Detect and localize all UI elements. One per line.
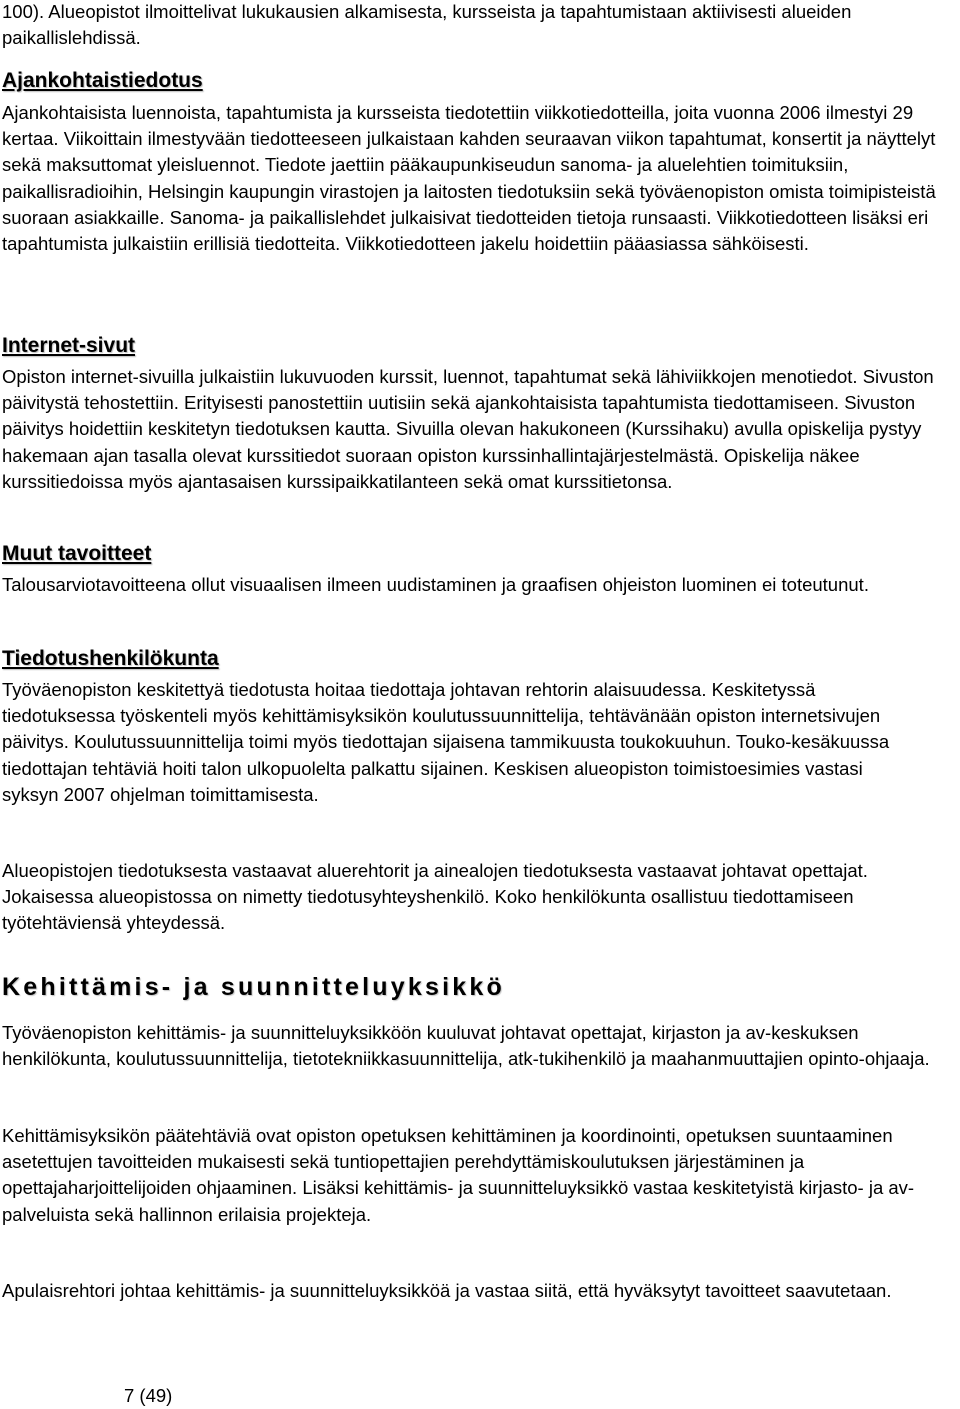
heading-internet-sivut: Internet-sivut xyxy=(2,334,136,357)
heading-kehittamisyksikko: Kehittämis- ja suunnitteluyksikkö xyxy=(2,973,505,1001)
paragraph-kehittamisyksikko-2: Kehittämisyksikön päätehtäviä ovat opiston opetuksen kehittäminen ja koordinointi, opetuksen suuntaaminen asetettujen tavoitteiden mukaisesti sekä tuntiopettajien perehdyttämiskoulutuksen järjestäminen ja opettajaharjoittelijoiden ohjaaminen. Lisäksi kehittämis- ja suunnitteluyksikkö vastaa keskitetyistä kirjasto- ja av-palveluista sekä hallinnon erilaisia projekteja. xyxy=(2,1125,915,1225)
heading-muut-tavoitteet: Muut tavoitteet xyxy=(2,542,152,565)
paragraph-tiedotushenkilokunta-1: Työväenopiston keskitettyä tiedotusta hoitaa tiedottaja johtavan rehtorin alaisuudessa. Keskitetyssä tiedotuksessa työskenteli myös kehittämisyksikön koulutussuunnittelija, tehtävänään opiston internetsivujen päivitys. Koulutussuunnittelija toimi myös tiedottajan sijaisena tammikuusta toukokuuhun. Touko-kesäkuussa tiedottajan tehtäviä hoiti talon ulkopuolelta palkattu sijainen. Keskisen alueopiston toimistoesimies vastasi syksyn 2007 ohjelman toimittamisesta. xyxy=(2,679,890,805)
paragraph-ajankohtaistiedotus: Ajankohtaisista luennoista, tapahtumista ja kursseista tiedotettiin viikkotiedotteilla, joita vuonna 2006 ilmestyi 29 kertaa. Viikoittain ilmestyvään tiedotteeseen julkaistaan kahden seuraavan viikon tapahtumat, konsertit ja näyttelyt sekä maksuttomat yleisluennot. Tiedote jaettiin pääkaupunkiseudun sanoma- ja aluelehtien toimituksiin, paikallisradioihin, Helsingin kaupungin virastojen ja laitosten tiedotuksiin sekä työväenopiston omista toimipisteistä suoraan asiakkaille. Sanoma- ja paikallislehdet julkaisivat tiedotteiden tietoja runsaasti. Viikkotiedotteen lisäksi eri tapahtumista julkaistiin erillisiä tiedotteita. Viikkotiedotteen jakelu hoidettiin pääasiassa sähköisesti. xyxy=(2,102,936,255)
page-number: 7 (49) xyxy=(124,1385,173,1406)
intro-paragraph: 100). Alueopistot ilmoittelivat lukukausien alkamisesta, kursseista ja tapahtumistaan aktiivisesti alueiden paikallislehdissä. xyxy=(2,1,852,49)
paragraph-internet-sivut: Opiston internet-sivuilla julkaistiin lukuvuoden kurssit, luennot, tapahtumat sekä lähiviikkojen menotiedot. Sivuston päivitystä tehostettiin. Erityisesti panostettiin uutisiin sekä ajankohtaisista tapahtumista tiedottamiseen. Sivuston päivitys hoidettiin keskitetyn tiedotuksen kautta. Sivuilla olevan hakukoneen (Kurssihaku) avulla opiskelija pystyy hakemaan ajan tasalla olevat kurssitiedot suoraan opiston kurssinhallintajärjestelmästä. Opiskelija näkee kurssitiedoissa myös ajantasaisen kurssipaikkatilanteen sekä omat kurssitietonsa. xyxy=(2,366,934,492)
paragraph-tiedotushenkilokunta-2: Alueopistojen tiedotuksesta vastaavat aluerehtorit ja ainealojen tiedotuksesta vastaavat johtavat opettajat. Jokaisessa alueopistossa on nimetty tiedotusyhteyshenkilö. Koko henkilökunta osallistuu tiedottamiseen työtehtäviensä yhteydessä. xyxy=(2,860,868,934)
heading-tiedotushenkilokunta: Tiedotushenkilökunta xyxy=(2,647,219,670)
paragraph-muut-tavoitteet: Talousarviotavoitteena ollut visuaalisen ilmeen uudistaminen ja graafisen ohjeiston luominen ei toteutunut. xyxy=(2,574,869,595)
paragraph-kehittamisyksikko-1: Työväenopiston kehittämis- ja suunnitteluyksikköön kuuluvat johtavat opettajat, kirjaston ja av-keskuksen henkilökunta, koulutussuunnittelija, tietotekniikkasuunnittelija, atk-tukihenkilö ja maahanmuuttajien opinto-ohjaaja. xyxy=(2,1022,930,1070)
paragraph-kehittamisyksikko-3: Apulaisrehtori johtaa kehittämis- ja suunnitteluyksikköä ja vastaa siitä, että hyväksytyt tavoitteet saavutetaan. xyxy=(2,1280,892,1301)
heading-ajankohtaistiedotus: Ajankohtaistiedotus xyxy=(2,69,203,92)
